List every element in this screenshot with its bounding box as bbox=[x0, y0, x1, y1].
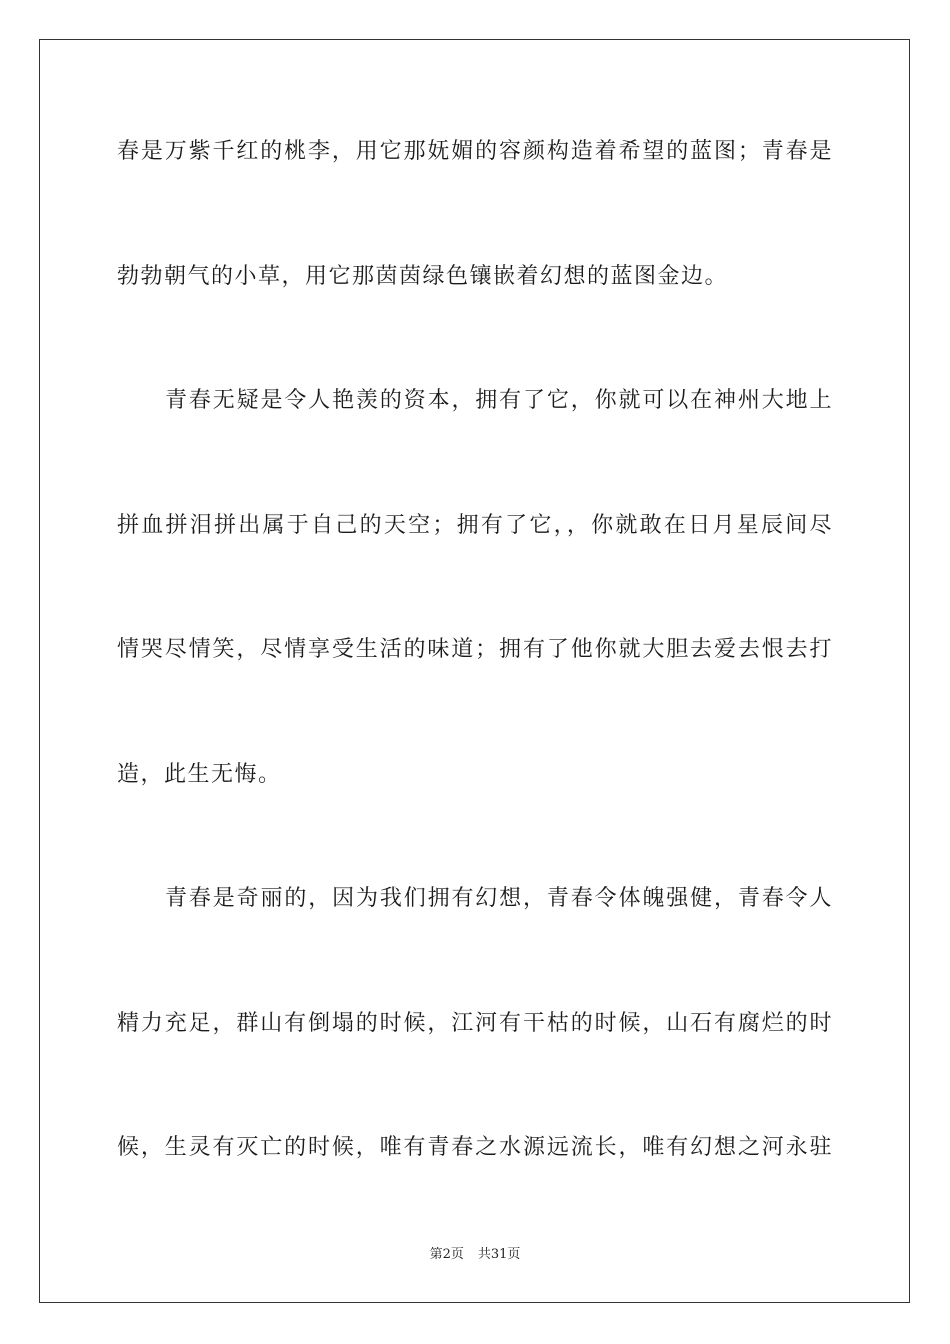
page-number: 第2页 bbox=[429, 1247, 464, 1262]
text-line-3: 青春无疑是令人艳羡的资本，拥有了它，你就可以在神州大地上 bbox=[165, 388, 833, 413]
text-line-5: 情哭尽情笑，尽情享受生活的味道；拥有了他你就大胆去爱去恨去打 bbox=[117, 637, 833, 662]
page-footer bbox=[0, 1246, 950, 1264]
text-line-8: 精力充足，群山有倒塌的时候，江河有干枯的时候，山石有腐烂的时 bbox=[117, 1011, 833, 1036]
text-line-4: 拼血拼泪拼出属于自己的天空；拥有了它，，你就敢在日月星辰间尽 bbox=[117, 513, 833, 538]
page-total: 共31页 bbox=[477, 1247, 521, 1262]
text-line-1: 春是万紫千红的桃李，用它那妩媚的容颜构造着希望的蓝图；青春是 bbox=[117, 139, 833, 164]
text-line-6: 造，此生无悔。 bbox=[117, 762, 282, 787]
text-line-7: 青春是奇丽的，因为我们拥有幻想，青春令体魄强健，青春令人 bbox=[165, 886, 833, 911]
text-line-9: 候，生灵有灭亡的时候，唯有青春之水源远流长，唯有幻想之河永驻 bbox=[117, 1135, 833, 1160]
text-line-2: 勃勃朝气的小草，用它那茵茵绿色镶嵌着幻想的蓝图金边。 bbox=[117, 264, 729, 289]
page-border bbox=[39, 39, 910, 1303]
